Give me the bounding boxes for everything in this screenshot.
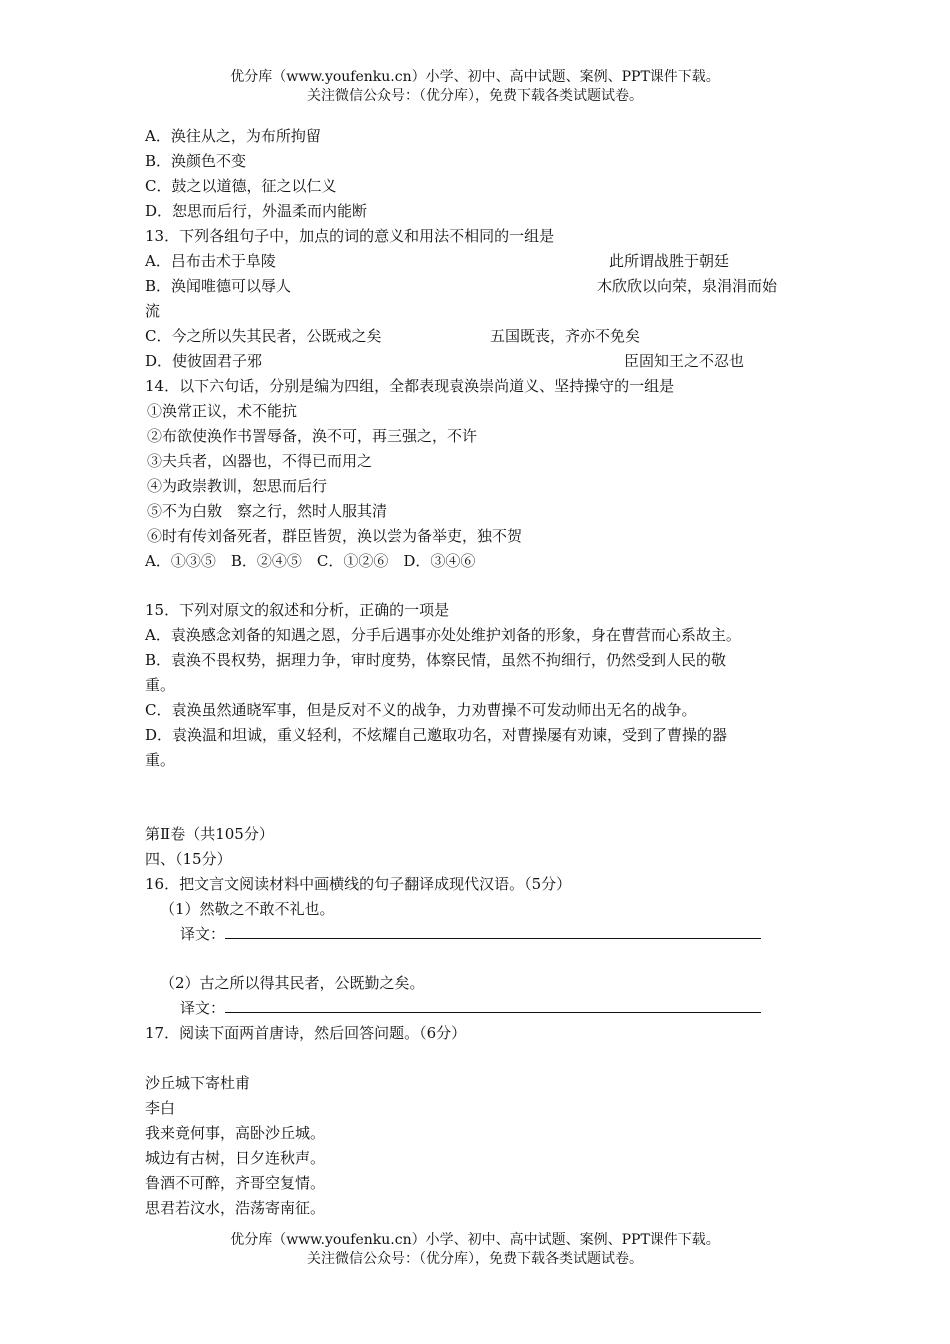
q14-stem: 14．以下六句话，分别是编为四组，全都表现袁涣崇尚道义、坚持操守的一组是	[145, 377, 675, 395]
q13-a-right: 此所谓战胜于朝廷	[609, 252, 730, 270]
section-2-title: 第Ⅱ卷（共105分）	[145, 825, 274, 843]
q12-option-c: C．鼓之以道德，征之以仁义	[145, 177, 337, 195]
q15-option-b-1: B．袁涣不畏权势，据理力争，审时度势，体察民情，虽然不拘细行，仍然受到人民的敬	[145, 651, 727, 669]
q15-option-d-2: 重。	[145, 751, 176, 769]
header-line-2: 关注微信公众号：（优分库），免费下载各类试题试卷。	[307, 88, 643, 104]
q16-sentence-1: （1）然敬之不敢不礼也。	[160, 900, 335, 918]
q15-option-d-1: D．袁涣温和坦诚，重义轻利，不炫耀自己邀取功名，对曹操屡有劝谏，受到了曹操的器	[145, 726, 728, 744]
q14-item-6: ⑥时有传刘备死者，群臣皆贺，涣以尝为备举吏，独不贺	[147, 527, 523, 545]
q13-c-right: 五国既丧，齐亦不免矣	[490, 327, 641, 345]
q14-item-5: ⑤不为白敫 察之行，然时人服其清	[147, 502, 388, 520]
q14-item-4: ④为政崇教训，恕思而后行	[147, 477, 328, 495]
q14-options: A．①③⑤ B．②④⑤ C．①②⑥ D．③④⑥	[145, 552, 476, 570]
q15-option-c: C．袁涣虽然通晓军事，但是反对不义的战争，力劝曹操不可发动师出无名的战争。	[145, 701, 697, 719]
part-4-title: 四、（15分）	[145, 850, 232, 868]
poem-line-1: 我来竟何事，高卧沙丘城。	[145, 1124, 326, 1142]
q14-item-2: ②布欲使涣作书詈辱备，涣不可，再三强之，不许	[147, 427, 478, 445]
q16-answer-1	[180, 924, 761, 944]
q13-d-right: 臣固知王之不忍也	[624, 352, 745, 370]
q12-option-b: B．涣颜色不变	[145, 152, 247, 170]
poem-line-3: 鲁酒不可醉，齐哥空复情。	[145, 1174, 326, 1192]
poem-author: 李白	[145, 1099, 176, 1117]
q13-b-wrap: 流	[145, 302, 161, 320]
poem-title: 沙丘城下寄杜甫	[145, 1074, 251, 1092]
q14-item-3: ③夫兵者，凶器也，不得已而用之	[147, 452, 373, 470]
q15-option-a: A．袁涣感念刘备的知遇之恩，分手后遇事亦处处维护刘备的形象，身在曹营而心系故主。	[145, 626, 741, 644]
q14-item-1: ①涣常正议，术不能抗	[147, 402, 298, 420]
translation-label: 译文：	[180, 925, 226, 943]
footer-line-1: 优分库（www.youfenku.cn）小学、初中、高中试题、案例、PPT课件下载。	[230, 1232, 720, 1248]
translation-label: 译文：	[180, 999, 226, 1017]
q13-stem: 13．下列各组句子中，加点的词的意义和用法不相同的一组是	[145, 227, 555, 245]
header-line-1: 优分库（www.youfenku.cn）小学、初中、高中试题、案例、PPT课件下载。	[230, 69, 720, 85]
q13-b-right: 木欣欣以向荣，泉涓涓而始	[597, 277, 778, 295]
q12-option-a: A．涣往从之，为布所拘留	[145, 127, 321, 145]
q16-stem: 16．把文言文阅读材料中画横线的句子翻译成现代汉语。（5分）	[145, 875, 572, 893]
footer-line-2: 关注微信公众号：（优分库），免费下载各类试题试卷。	[307, 1251, 643, 1267]
q13-d-left: D．使彼固君子邪	[145, 352, 263, 370]
q13-c-left: C．今之所以失其民者，公既戒之矣	[145, 327, 382, 345]
poem-line-4: 思君若汶水，浩荡寄南征。	[145, 1199, 326, 1217]
q16-sentence-2: （2）古之所以得其民者，公既勤之矣。	[160, 974, 425, 992]
q12-option-d: D．恕思而后行，外温柔而内能断	[145, 202, 368, 220]
poem-line-2: 城边有古树，日夕连秋声。	[145, 1149, 326, 1167]
q17-stem: 17．阅读下面两首唐诗，然后回答问题。（6分）	[145, 1024, 467, 1042]
q13-b-left: B．涣闻唯德可以辱人	[145, 277, 292, 295]
q16-answer-2	[180, 998, 761, 1018]
q15-option-b-2: 重。	[145, 676, 176, 694]
q13-a-left: A．吕布击术于阜陵	[145, 252, 276, 270]
answer-blank-1[interactable]	[225, 924, 761, 939]
answer-blank-2[interactable]	[225, 998, 761, 1013]
q15-stem: 15．下列对原文的叙述和分析，正确的一项是	[145, 601, 450, 619]
